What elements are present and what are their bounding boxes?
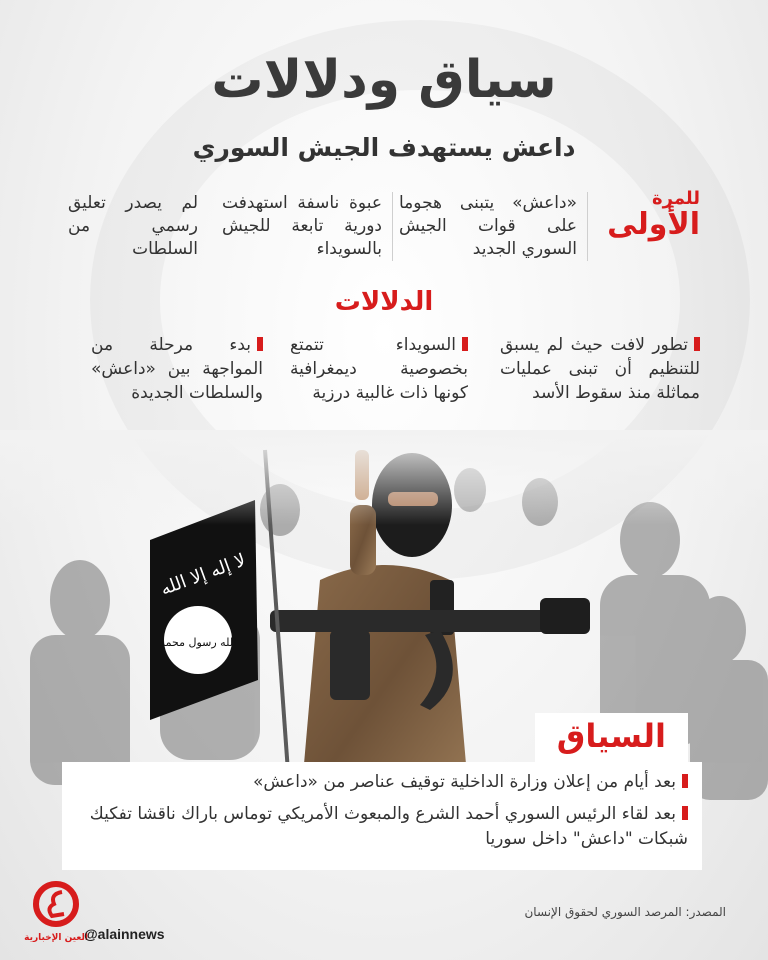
significance-item-3 [91, 334, 263, 405]
page-subtitle: داعش يستهدف الجيش السوري [192, 133, 576, 162]
source-note: المصدر: المرصد السوري لحقوق الإنسان [524, 905, 726, 919]
significance-item-1 [500, 334, 700, 405]
logo-text: العين الإخبارية [24, 933, 88, 943]
significance-item-2 [290, 334, 468, 405]
context-item-1 [72, 770, 688, 796]
first-time-line2: الأولى [607, 206, 700, 242]
bullet-marker [682, 806, 688, 820]
context-text-1: بعد أيام من إعلان وزارة الداخلية توقيف عناصر من «داعش» [253, 772, 676, 792]
social-handle: @alainnews [84, 926, 165, 942]
first-time-line1: للمرة [652, 188, 700, 209]
fact-1: «داعش» يتبنى هجوما على قوات الجيش السوري الجديد [399, 192, 588, 261]
significance-text-1: تطور لافت حيث لم يسبق للتنظيم أن تبنى عمليات مماثلة منذ سقوط الأسد [500, 335, 700, 403]
context-text-2: بعد لقاء الرئيس السوري أحمد الشرع والمبعوث الأمريكي توماس باراك ناقشا تفكيك شبكات "داعش" داخل سوريا [89, 803, 688, 849]
fact-2: عبوة ناسفة استهدفت دورية تابعة للجيش بالسويداء [222, 192, 393, 261]
alain-logo-icon [24, 880, 92, 950]
context-item-2 [72, 802, 688, 853]
first-time-label [600, 190, 700, 240]
significance-text-3: بدء مرحلة من المواجهة بين «داعش» والسلطات الجديدة [91, 335, 263, 403]
bullet-marker [257, 337, 263, 351]
fact-3: لم يصدر تعليق رسمي من السلطات [68, 193, 198, 259]
page-title: سياق ودلالات [211, 50, 557, 110]
bullet-marker [682, 774, 688, 788]
bullet-marker [462, 337, 468, 351]
significance-text-2: السويداء تتمتع بخصوصية ديمغرافية كونها ذات غالبية درزية [290, 335, 468, 403]
bullet-marker [694, 337, 700, 351]
context-box [62, 762, 702, 870]
significance-heading: الدلالات [334, 287, 434, 317]
context-heading: السياق [535, 713, 688, 763]
